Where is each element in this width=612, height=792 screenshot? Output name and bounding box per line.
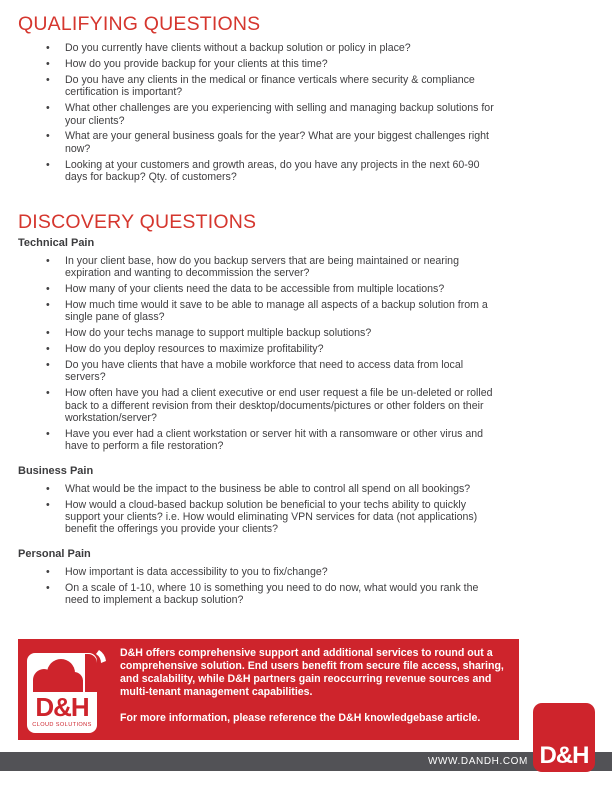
qualifying-title: QUALIFYING QUESTIONS xyxy=(18,13,261,35)
question-item: • What would be the impact to the business be able to control all spend on all bookings? xyxy=(46,483,501,495)
dh-logo-badge xyxy=(533,703,595,772)
question-item: • How do your techs manage to support multiple backup solutions? xyxy=(46,327,501,339)
question-item: • How do you provide backup for your clients at this time? xyxy=(46,58,501,70)
banner-text xyxy=(120,647,508,725)
question-item: • Do you have any clients in the medical or finance verticals where security & compliance certification is important? xyxy=(46,74,501,99)
question-item: • How often have you had a client executive or end user request a file be un-deleted or rolled back to a different revision from their desktop/documents/pictures or other folders on their workstation/server? xyxy=(46,387,501,424)
question-item: • On a scale of 1-10, where 10 is something you need to do now, what would you rank the need to implement a backup solution? xyxy=(46,582,501,607)
subsection-title-technical-pain: Technical Pain xyxy=(18,236,95,249)
banner-paragraph: For more information, please reference the D&H knowledgebase article. xyxy=(120,712,481,724)
info-banner xyxy=(18,639,519,740)
cloud-swoosh-icon xyxy=(96,650,106,663)
question-item: • What other challenges are you experiencing with selling and managing backup solutions for your clients? xyxy=(46,102,501,127)
question-item: • How do you deploy resources to maximize profitability? xyxy=(46,343,501,355)
question-item: • Do you have clients that have a mobile workforce that need to access data from local servers? xyxy=(46,359,501,384)
question-item: • In your client base, how do you backup servers that are being maintained or nearing expiration and wanting to decommission the server? xyxy=(46,255,501,280)
page-content xyxy=(18,13,534,610)
discovery-title: DISCOVERY QUESTIONS xyxy=(18,210,257,233)
subsection-title-business-pain: Business Pain xyxy=(18,464,94,477)
business-pain-list xyxy=(46,483,501,536)
qualifying-questions-list xyxy=(46,42,501,184)
logo-tagline: CLOUD SOLUTIONS xyxy=(32,722,92,728)
logo-name: D&H xyxy=(35,692,89,722)
badge-label: D&H xyxy=(539,742,589,769)
banner-paragraph: D&H offers comprehensive support and additional services to round out a comprehensive solution. End users benefit from secure file access, sharing, and scalability, while D&H partners gain reoccurring revenue sources and multi-tenant management capabilities. xyxy=(120,647,504,698)
technical-pain-list xyxy=(46,255,501,453)
question-item: • Looking at your customers and growth areas, do you have any projects in the next 60-90 days for backup? Qty. of customers? xyxy=(46,159,501,184)
question-item: • Do you currently have clients without a backup solution or policy in place? xyxy=(46,42,501,54)
question-item: • What are your general business goals for the year? What are your biggest challenges right now? xyxy=(46,130,501,155)
question-item: • How important is data accessibility to you to fix/change? xyxy=(46,566,501,578)
website-url: WWW.DANDH.COM xyxy=(427,756,528,767)
dh-cloud-solutions-logo xyxy=(27,647,107,735)
question-item: • Have you ever had a client workstation or server hit with a ransomware or other virus and have to perform a file restoration? xyxy=(46,428,501,453)
question-item: • How would a cloud-based backup solution be beneficial to your techs ability to quickly support your clients? i.e. How would eliminating VPN services for data (not applications) benefit the offerings you provide your clients? xyxy=(46,499,501,536)
subsection-title-personal-pain: Personal Pain xyxy=(18,547,91,560)
question-item: • How many of your clients need the data to be accessible from multiple locations? xyxy=(46,283,501,295)
personal-pain-list xyxy=(46,566,501,607)
footer-bar xyxy=(0,752,612,771)
question-item: • How much time would it save to be able to manage all aspects of a backup solution from a single pane of glass? xyxy=(46,299,501,324)
